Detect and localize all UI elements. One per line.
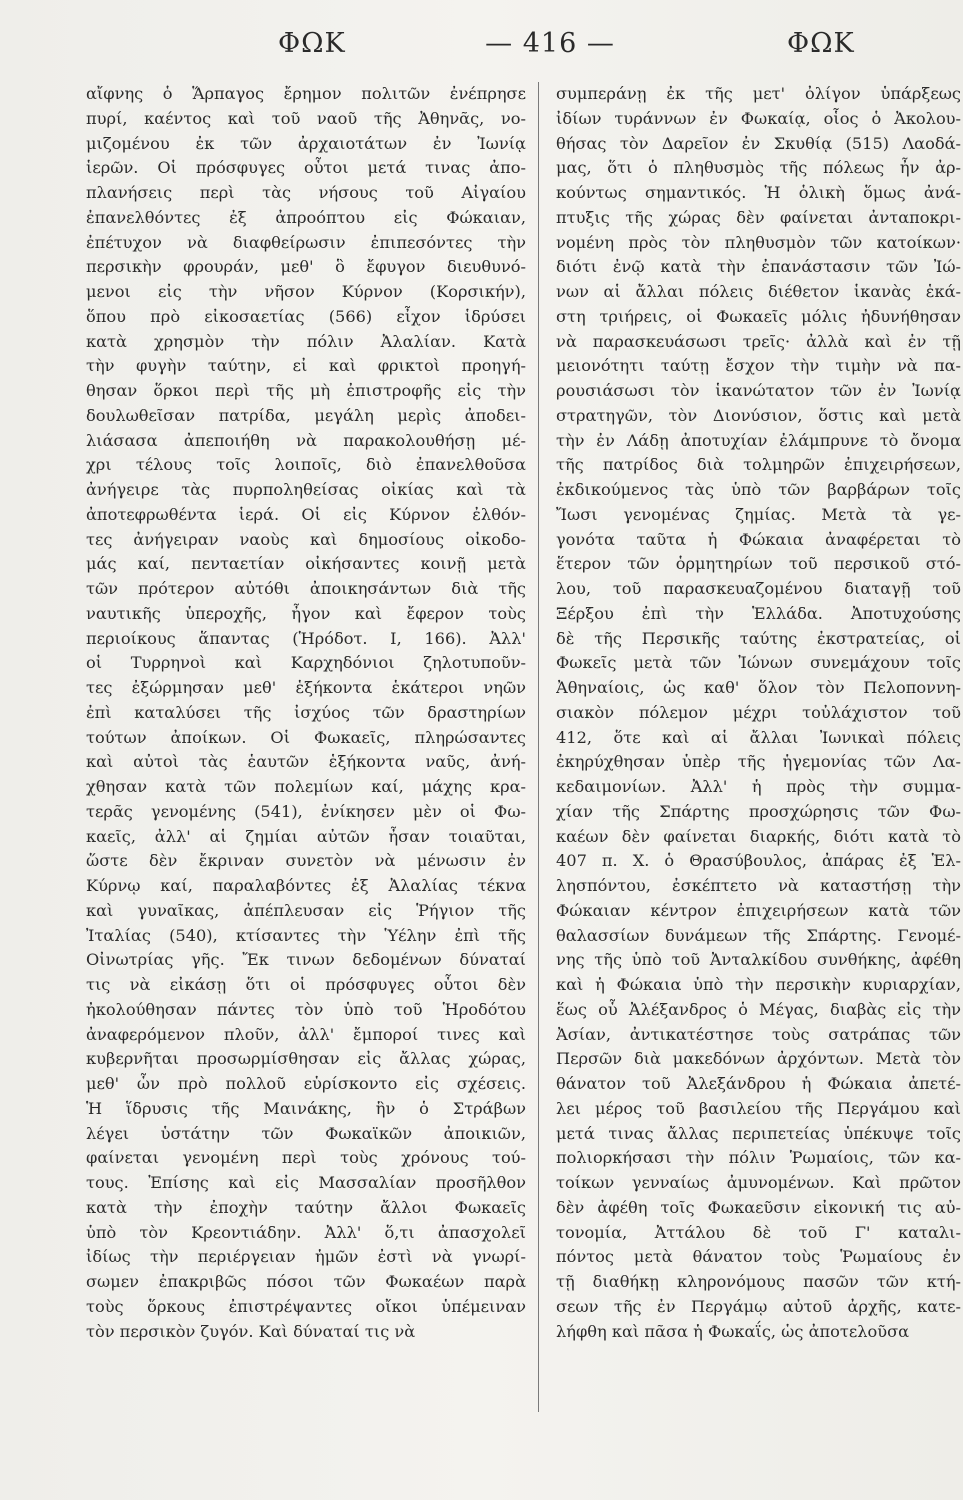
- text-line: μεθ' ὧν πρὸ πολλοῦ εὑρίσκοντο εἰς σχέσεις.: [86, 1074, 526, 1093]
- text-line: κατὰ χρησμὸν τὴν πόλιν Ἀλαλίαν. Κατὰ: [86, 331, 526, 351]
- text-line: ὑπὸ τὸν Κρεοντιάδην. Ἀλλ' ὅ,τι ἀπασχολεῖ: [86, 1222, 526, 1242]
- text-line: Οἰνωτρίας γῆς. Ἔκ τινων δεδομένων δύναταί: [86, 950, 526, 970]
- text-line: Ἴωσι γενομένας ζημίας. Μετὰ τὰ γε-: [556, 504, 961, 524]
- text-line: τερᾶς γενομένης (541), ἐνίκησεν μὲν οἱ Φω-: [86, 801, 526, 821]
- text-line: κεδαιμονίων. Ἀλλ' ἡ πρὸς τὴν συμμα-: [556, 777, 961, 796]
- text-line: χίαν τῆς Σπάρτης προσχώρησις τῶν Φω-: [556, 801, 961, 821]
- text-line: καεῖς, ἀλλ' αἱ ζημίαι αὐτῶν ἦσαν τοιαῦται,: [86, 826, 526, 846]
- text-line: Ἀσίαν, ἀντικατέστησε τοὺς σατράπας τῶν: [556, 1024, 961, 1044]
- text-line: μάς καί, πενταετίαν οἰκήσαντες κοινῇ μετὰ: [86, 554, 526, 574]
- text-line: μενοι εἰς τὴν νῆσον Κύρνον (Κορσικήν),: [86, 282, 526, 301]
- text-line: ναυτικῆς ὑπεροχῆς, ἦγον καὶ ἔφερον τοὺς: [86, 603, 526, 623]
- text-line: νὰ παρασκευάσωσι τρεῖς· ἀλλὰ καὶ ἐν τῇ: [556, 331, 961, 351]
- text-line: μιζομένου ἐκ τῶν ἀρχαιοτάτων ἐν Ἰωνίᾳ: [86, 133, 526, 153]
- text-line: σιακὸν πόλεμον μέχρι τοὐλάχιστον τοῦ: [556, 702, 961, 722]
- running-head-right: ΦΩΚ: [787, 28, 855, 59]
- text-line: Φωκεῖς μετὰ τῶν Ἰώνων συνεμάχουν τοῖς: [556, 653, 961, 673]
- text-line: καὶ γυναῖκας, ἀπέπλευσαν εἰς Ῥήγιον τῆς: [86, 900, 526, 920]
- text-line: ὥστε δὲν ἔκριναν συνετὸν νὰ μένωσιν ἐν: [86, 851, 526, 871]
- text-line: περσικὴν φρουράν, μεθ' ὃ ἔφυγον διευθυνό-: [86, 257, 526, 277]
- text-line: θαλασσίων δυνάμεων τῆς Σπάρτης. Γενομέ-: [556, 925, 961, 945]
- text-line: πτυξις τῆς χώρας δὲν φαίνεται ἀνταποκρι-: [556, 207, 961, 227]
- text-line: ἐκδικούμενος τὰς ὑπὸ τῶν βαρβάρων τοῖς: [556, 480, 961, 499]
- text-line: τες ἀνήγειραν ναοὺς καὶ δημοσίους οἰκοδο-: [86, 529, 526, 549]
- text-line: 412, ὅτε καὶ αἱ ἄλλαι Ἰωνικαὶ πόλεις: [556, 727, 961, 747]
- text-line: ἀποτεφρωθέντα ἱερά. Οἱ εἰς Κύρνον ἐλθόν-: [86, 504, 526, 524]
- text-line: κατὰ τὴν ἐποχὴν ταύτην ἄλλοι Φωκαεῖς: [86, 1197, 526, 1217]
- text-line: τους. Ἐπίσης καὶ εἰς Μασσαλίαν προσῆλθον: [86, 1173, 526, 1192]
- text-line: δουλωθεῖσαν πατρίδα, μεγάλη μερὶς ἀποδει-: [86, 405, 526, 425]
- text-line: ἰδίων τυράννων ἐν Φωκαίᾳ, οἷος ὁ Ἀκολου-: [556, 108, 961, 128]
- text-line: θησαν ὅρκοι περὶ τῆς μὴ ἐπιστροφῆς εἰς τὴν: [86, 381, 526, 400]
- text-line: τις νὰ εἰκάσῃ ὅτι οἱ πρόσφυγες οὗτοι δὲν: [86, 975, 526, 994]
- text-line: λει μέρος τοῦ βασιλείου τῆς Περγάμου καὶ: [556, 1098, 961, 1118]
- text-line: χρι τέλους τοῖς λοιποῖς, διὸ ἐπανελθοῦσα: [86, 455, 526, 475]
- text-column-right: [556, 82, 961, 1344]
- text-line: ὅπου πρὸ εἰκοσαετίας (566) εἶχον ἱδρύσει: [86, 306, 526, 326]
- text-line: στρατηγῶν, τὸν Διονύσιον, ὅστις καὶ μετὰ: [556, 405, 961, 425]
- text-line: τῆς πατρίδος διὰ τολμηρῶν ἐπιχειρήσεων,: [556, 455, 961, 475]
- text-line: Κύρνῳ καί, παραλαβόντες ἐξ Ἀλαλίας τέκνα: [86, 876, 526, 895]
- text-line: θήσας τὸν Δαρεῖον ἐν Σκυθίᾳ (515) Λαοδά-: [556, 133, 961, 153]
- text-line: Ἀθηναίοις, ὡς καθ' ὅλον τὸν Πελοποννη-: [556, 678, 961, 697]
- column-divider: [538, 82, 539, 1412]
- text-line: χθησαν κατὰ τῶν πολεμίων καί, μάχης κρα-: [86, 777, 526, 796]
- text-line: δὲ τῆς Περσικῆς ταύτης ἐκστρατείας, οἱ: [556, 628, 961, 648]
- text-line: θάνατον τοῦ Ἀλεξάνδρου ἡ Φώκαια ἀπετέ-: [556, 1074, 961, 1093]
- text-line: φαίνεται γενομένη περὶ τοὺς χρόνους τού-: [86, 1148, 526, 1168]
- text-line: τοίκων γενναίως ἀμυνομένων. Καὶ πρῶτον: [556, 1173, 961, 1192]
- text-line: ἐπανελθόντες ἐξ ἀπροόπτου εἰς Φώκαιαν,: [86, 207, 526, 227]
- running-head-left: ΦΩΚ: [278, 28, 346, 59]
- text-line: πολιορκήσασι τὴν πόλιν Ῥωμαίοις, τῶν κα-: [556, 1148, 961, 1168]
- text-line: λησπόντου, ἐσκέπτετο νὰ καταστήσῃ τὴν: [556, 876, 961, 895]
- text-line: 407 π. Χ. ὁ Θρασύβουλος, ἀπάρας ἐξ Ἑλ-: [556, 851, 961, 871]
- text-line: ἀναφερόμενον πλοῦν, ἀλλ' ἔμποροί τινες καὶ: [86, 1024, 526, 1044]
- text-line: νων αἱ ἄλλαι πόλεις διέθετον ἱκανὰς ἑκά-: [556, 282, 961, 301]
- text-line: λου, τοῦ παρασκευαζομένου διαταγῇ τοῦ: [556, 579, 961, 598]
- text-line: ἰδίως τὴν περιέργειαν ἡμῶν ἐστὶ νὰ γνωρί-: [86, 1247, 526, 1267]
- text-line: σεων τῆς ἐν Περγάμῳ αὐτοῦ ἀρχῆς, κατε-: [556, 1296, 961, 1316]
- text-line: πλανήσεις περὶ τὰς νήσους τοῦ Αἰγαίου: [86, 183, 526, 202]
- text-line: διότι ἐνῷ κατὰ τὴν ἐπανάστασιν τῶν Ἰώ-: [556, 257, 961, 277]
- text-line: τονομία, Ἀττάλου δὲ τοῦ Γ' καταλι-: [556, 1222, 961, 1242]
- text-line: ἱερῶν. Οἱ πρόσφυγες οὗτοι μετά τινας ἀπο-: [86, 158, 526, 178]
- text-line: τες ἐξώρμησαν μεθ' ἑξήκοντα ἑκάτεροι νηῶν: [86, 678, 526, 697]
- text-line: νομένη πρὸς τὸν πληθυσμὸν τῶν κατοίκων·: [556, 232, 961, 252]
- text-line: δὲν ἀφέθη τοῖς Φωκαεῦσιν εἰκονική τις αὐ-: [556, 1197, 961, 1217]
- text-column-left: [86, 82, 526, 1344]
- text-line: κούντως σημαντικός. Ἡ ὁλικὴ ὅμως ἀνά-: [556, 183, 961, 202]
- text-line: μετά τινας ἄλλας περιπετείας ὑπέκυψε τοῖς: [556, 1123, 961, 1143]
- text-line: τὴν φυγὴν ταύτην, εἰ καὶ φρικτοὶ προηγή-: [86, 356, 526, 376]
- text-line: πυρί, καέντος καὶ τοῦ ναοῦ τῆς Ἀθηνᾶς, νο-: [86, 108, 526, 128]
- text-line: τοὺς ὅρκους ἐπιστρέψαντες οἴκοι ὑπέμειναν: [86, 1296, 526, 1316]
- text-line: πόντος μετὰ θάνατον τοὺς Ῥωμαίους ἐν: [556, 1247, 961, 1267]
- text-line: περιοίκους ἅπαντας (Ἡρόδοτ. Ι, 166). Ἀλλ': [86, 628, 526, 648]
- text-line: στη τριήρεις, οἱ Φωκαεῖς μόλις ἠδυνήθησαν: [556, 306, 961, 326]
- text-line: μας, ὅτι ὁ πληθυσμὸς τῆς πόλεως ἦν ἀρ-: [556, 158, 961, 178]
- text-line: λέγει ὑστάτην τῶν Φωκαϊκῶν ἀποικιῶν,: [86, 1123, 526, 1143]
- text-line: σωμεν ἐπακριβῶς πόσοι τῶν Φωκαέων παρὰ: [86, 1272, 526, 1291]
- text-line: λιάσασα ἀπεποιήθη νὰ παρακολουθήσῃ μέ-: [86, 430, 526, 450]
- text-line: Ξέρξου ἐπὶ τὴν Ἑλλάδα. Ἀποτυχούσης: [556, 603, 961, 623]
- text-line: συμπεράνῃ ἐκ τῆς μετ' ὀλίγον ὑπάρξεως: [556, 84, 961, 103]
- page-number: — 416 —: [485, 28, 615, 59]
- text-line: Φώκαιαν κέντρον ἐπιχειρήσεων κατὰ τῶν: [556, 900, 961, 920]
- text-line: τῶν πρότερον αὐτόθι ἀποικησάντων διὰ τῆς: [86, 579, 526, 598]
- text-line: μειονότητι ταύτῃ ἔσχον τὴν τιμὴν νὰ πα-: [556, 356, 961, 376]
- text-line: ἐπὶ καταλύσει τῆς ἰσχύος τῶν δραστηρίων: [86, 702, 526, 722]
- text-line: καέων δὲν φαίνεται διαρκής, διότι κατὰ τὸ: [556, 826, 961, 846]
- text-line: λήφθη καὶ πᾶσα ἡ Φωκαΐς, ὡς ἀποτελοῦσα: [556, 1321, 910, 1341]
- text-line: Περσῶν διὰ μακεδόνων ἀρχόντων. Μετὰ τὸν: [556, 1049, 961, 1069]
- text-line: τούτων ἀποίκων. Οἱ Φωκαεῖς, πληρώσαντες: [86, 727, 526, 747]
- text-line: ρουσιάσωσι τὸν ἱκανώτατον τῶν ἐν Ἰωνίᾳ: [556, 381, 961, 400]
- text-line: ἀνήγειρε τὰς πυρποληθείσας οἰκίας καὶ τὰ: [86, 480, 526, 499]
- text-line: γονότα ταῦτα ἡ Φώκαια ἀναφέρεται τὸ: [556, 529, 961, 549]
- text-line: τὸν περσικὸν ζυγόν. Καὶ δύναταί τις νὰ: [86, 1321, 416, 1341]
- text-line: αἴφνης ὁ Ἅρπαγος ἔρημον πολιτῶν ἐνέπρησε: [86, 84, 526, 103]
- text-line: τῇ διαθήκῃ κληρονόμους πασῶν τῶν κτή-: [556, 1272, 961, 1291]
- text-line: Ἰταλίας (540), κτίσαντες τὴν Ὑέλην ἐπὶ τῆς: [86, 925, 526, 945]
- text-line: νης τῆς ὑπὸ τοῦ Ἀνταλκίδου συνθήκης, ἀφέθη: [556, 950, 961, 970]
- text-line: ἕτερον τῶν ὁρμητηρίων τοῦ περσικοῦ στό-: [556, 554, 961, 574]
- text-line: ἕως οὗ Ἀλέξανδρος ὁ Μέγας, διαβὰς εἰς τὴν: [556, 999, 961, 1019]
- text-line: καὶ ἡ Φώκαια ὑπὸ τὴν περσικὴν κυριαρχίαν,: [556, 975, 961, 994]
- text-line: ἐκηρύχθησαν ὑπὲρ τῆς ἡγεμονίας τῶν Λα-: [556, 752, 961, 772]
- text-line: ἠκολούθησαν πάντες τὸν ὑπὸ τοῦ Ἡροδότου: [86, 999, 526, 1019]
- text-line: ἐπέτυχον νὰ διαφθείρωσιν ἐπιπεσόντες τὴν: [86, 232, 526, 252]
- page-header: [0, 28, 963, 72]
- text-line: κυβερνῆται προσωρμίσθησαν εἰς ἄλλας χώρας,: [86, 1049, 526, 1069]
- text-line: τὴν ἐν Λάδῃ ἀποτυχίαν ἐλάμπρυνε τὸ ὄνομα: [556, 430, 961, 450]
- text-line: οἱ Τυρρηνοὶ καὶ Καρχηδόνιοι ζηλοτυποῦν-: [86, 653, 526, 673]
- text-line: καὶ αὐτοὶ τὰς ἑαυτῶν ἑξήκοντα ναῦς, ἀνή-: [86, 752, 526, 772]
- text-line: Ἡ ἵδρυσις τῆς Μαινάκης, ἣν ὁ Στράβων: [86, 1098, 526, 1118]
